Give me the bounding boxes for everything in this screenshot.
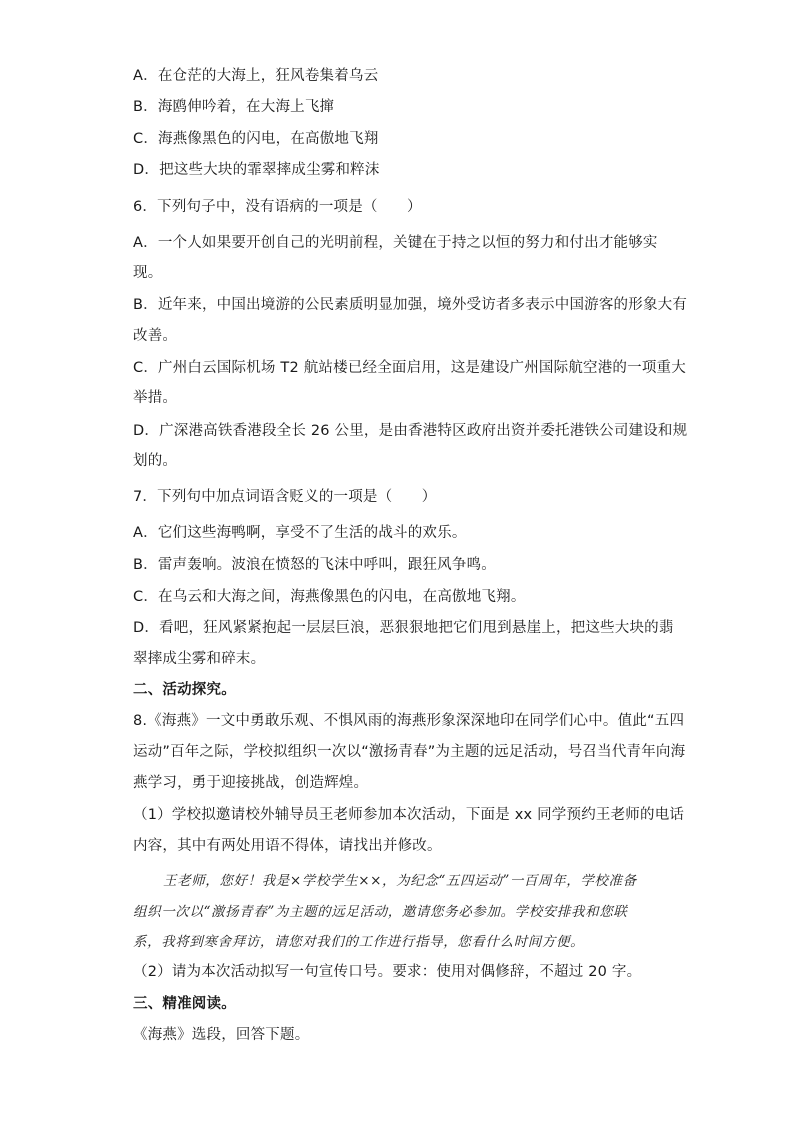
q7-option-c: C．在乌云和大海之间，海燕像黑色的闪电，在高傲地飞翔。 (133, 589, 526, 605)
q7-option-a: A．它们这些海鸭啊，享受不了生活的战斗的欢乐。 (133, 525, 467, 541)
q8-para-line3: 燕学习，勇于迎接挑战，创造辉煌。 (133, 775, 369, 791)
q5-option-b: B．海鸥伸吟着，在大海上飞撺 (133, 99, 335, 115)
section-3-heading: 三、精准阅读。 (133, 996, 236, 1012)
phone-script-line1: 王老师，您好！我是×学校学生××，为纪念“五四运动”一百周年，学校准备 (163, 873, 637, 889)
phone-script-line2: 组织一次以“激扬青春”为主题的远足活动，邀请您务必参加。学校安排我和您联 (133, 904, 628, 920)
q7-option-b: B．雷声轰响。波浪在愤怒的飞沫中呼叫，跟狂风争鸣。 (133, 557, 496, 573)
q6-option-c-line1: C．广州白云国际机场 T2 航站楼已经全面启用，这是建设广州国际航空港的一项重大 (133, 360, 686, 376)
q7-option-d-line1: D．看吧，狂风紧紧抱起一层层巨浪，恶狠狠地把它们甩到悬崖上，把这些大块的翡 (133, 620, 674, 636)
q6-option-d-line2: 划的。 (133, 453, 178, 469)
q7-stem: 7．下列句中加点词语含贬义的一项是（ ） (133, 489, 437, 505)
q8-para-line2: 运动”百年之际，学校拟组织一次以“激扬青春”为主题的远足活动，号召当代青年向海 (133, 744, 686, 760)
q8-sub2: （2）请为本次活动拟写一句宣传口号。要求：使用对偶修辞，不超过 20 字。 (133, 964, 642, 980)
q5-option-a: A．在仓茫的大海上，狂风卷集着乌云 (133, 68, 379, 84)
q6-option-b-line2: 改善。 (133, 328, 178, 344)
q5-option-c: C．海燕像黑色的闪电，在高傲地飞翔 (133, 131, 379, 147)
q6-option-a-line1: A．一个人如果要开创自己的光明前程，关键在于持之以恒的努力和付出才能够实 (133, 235, 658, 251)
q6-option-b-line1: B．近年来，中国出境游的公民素质明显加强，境外受访者多表示中国游客的形象大有 (133, 297, 688, 313)
q6-option-d-line1: D．广深港高铁香港段全长 26 公里，是由香港特区政府出资并委托港铁公司建设和规 (133, 423, 688, 439)
section-2-heading: 二、活动探究。 (133, 682, 236, 698)
q8-para-line1: 8.《海燕》一文中勇敢乐观、不惧风雨的海燕形象深深地印在同学们心中。值此“五四 (133, 713, 685, 729)
q6-option-c-line2: 举措。 (133, 390, 178, 406)
q8-sub1-line1: （1）学校拟邀请校外辅导员王老师参加本次活动，下面是 xx 同学预约王老师的电话 (133, 807, 685, 823)
q7-option-d-line2: 翠摔成尘雾和碎末。 (133, 651, 266, 667)
q8-sub1-line2: 内容，其中有两处用语不得体，请找出并修改。 (133, 838, 442, 854)
q5-option-d: D．把这些大块的霏翠摔成尘雾和粹沫 (133, 162, 380, 178)
q6-option-a-line2: 现。 (133, 265, 163, 281)
phone-script-line3: 系，我将到寒舍拜访，请您对我们的工作进行指导，您看什么时间方便。 (133, 934, 585, 950)
reading-intro: 《海燕》选段，回答下题。 (133, 1027, 310, 1043)
q6-stem: 6．下列句子中，没有语病的一项是（ ） (133, 199, 422, 215)
